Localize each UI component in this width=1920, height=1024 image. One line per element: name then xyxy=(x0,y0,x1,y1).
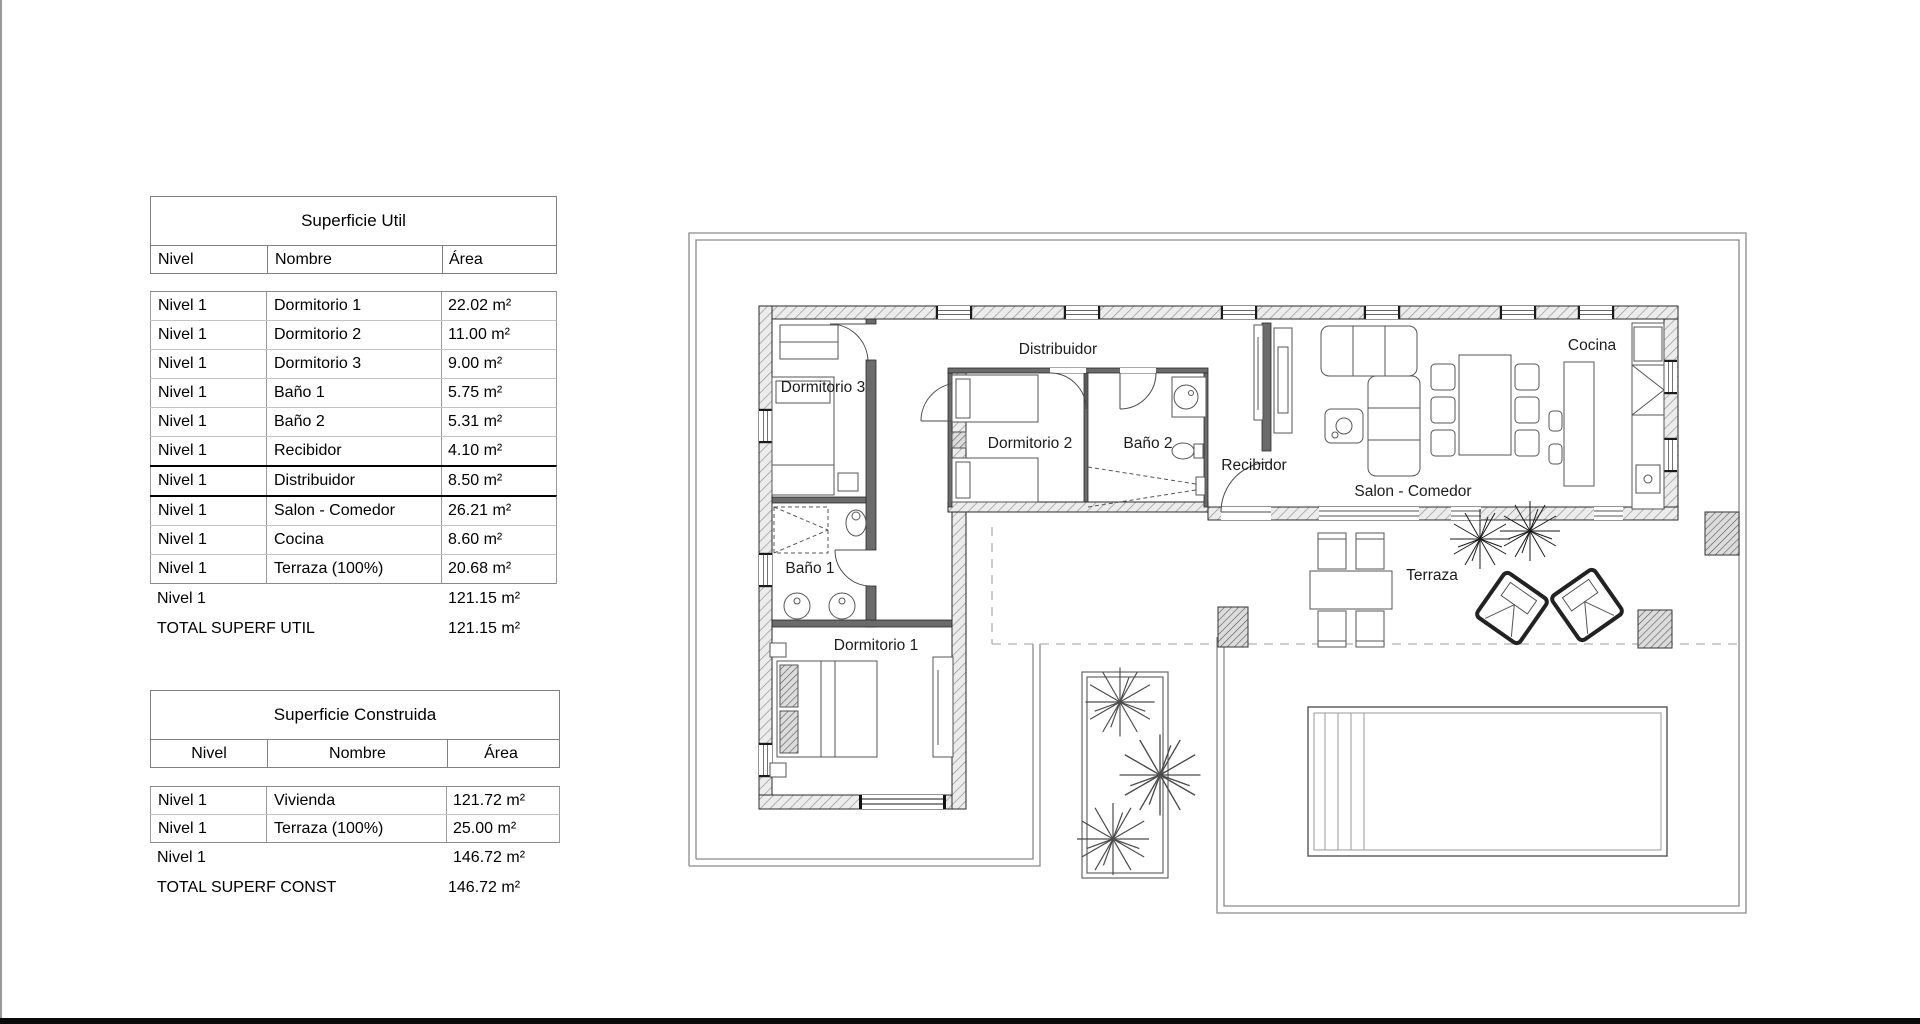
table-row: Nivel 1 Terraza (100%) 25.00 m² xyxy=(150,814,560,843)
table-row: Nivel 1 Baño 1 5.75 m² xyxy=(150,378,557,407)
table-row: Nivel 1 Vivienda 121.72 m² xyxy=(150,786,560,814)
terraza-furniture xyxy=(1310,533,1624,647)
table-row: Nivel 1 Dormitorio 1 22.02 m² xyxy=(150,291,557,320)
room-label-dormitorio-3: Dormitorio 3 xyxy=(780,379,866,396)
table-row: Nivel 1 Cocina 8.60 m² xyxy=(150,525,557,554)
room-label-dormitorio-1: Dormitorio 1 xyxy=(833,637,919,654)
subtotal-row: Nivel 1 146.72 m² xyxy=(157,848,526,866)
floor-plan xyxy=(680,225,1755,925)
table-row: Nivel 1 Terraza (100%) 20.68 m² xyxy=(150,554,557,584)
room-label-recibidor: Recibidor xyxy=(1221,457,1287,474)
column-header-area: Área xyxy=(449,250,483,268)
total-row: TOTAL SUPERF CONST 146.72 m² xyxy=(157,878,521,896)
table-title: Superficie Construida xyxy=(150,690,560,740)
table-row: Nivel 1 Dormitorio 3 9.00 m² xyxy=(150,349,557,378)
subtotal-row: Nivel 1 121.15 m² xyxy=(157,589,521,607)
table-header-row xyxy=(150,246,557,274)
table-row: Nivel 1 Recibidor 4.10 m² xyxy=(150,436,557,465)
total-row: TOTAL SUPERF UTIL 121.15 m² xyxy=(157,619,521,637)
room-label-cocina: Cocina xyxy=(1567,337,1617,354)
room-label-bano-1: Baño 1 xyxy=(785,560,835,577)
planter-trees xyxy=(1077,668,1201,876)
room-label-distribuidor: Distribuidor xyxy=(1018,341,1098,358)
column-header-nivel: Nivel xyxy=(151,246,268,273)
superficie-construida-table xyxy=(150,690,560,903)
page-left-edge-line xyxy=(0,0,2,1024)
table-title: Superficie Util xyxy=(150,196,557,246)
superficie-util-table xyxy=(150,196,557,644)
room-label-salon-comedor: Salon - Comedor xyxy=(1354,483,1472,500)
table-header-row xyxy=(150,740,560,768)
table-row: Nivel 1 Salon - Comedor 26.21 m² xyxy=(150,495,557,525)
column-header-area: Área xyxy=(484,744,518,762)
table-row: Nivel 1 Distribuidor 8.50 m² xyxy=(150,465,557,495)
column-header-nombre: Nombre xyxy=(268,740,448,767)
column-header-nivel: Nivel xyxy=(151,740,268,767)
room-label-terraza: Terraza xyxy=(1406,567,1458,584)
table-row: Nivel 1 Dormitorio 2 11.00 m² xyxy=(150,320,557,349)
page-bottom-bar xyxy=(0,1018,1920,1024)
room-label-dormitorio-2: Dormitorio 2 xyxy=(987,435,1073,452)
column-header-nombre: Nombre xyxy=(268,246,443,273)
terraza-steps xyxy=(1218,512,1739,648)
pool xyxy=(1308,707,1667,856)
table-row: Nivel 1 Baño 2 5.31 m² xyxy=(150,407,557,436)
room-label-bano-2: Baño 2 xyxy=(1123,435,1173,452)
